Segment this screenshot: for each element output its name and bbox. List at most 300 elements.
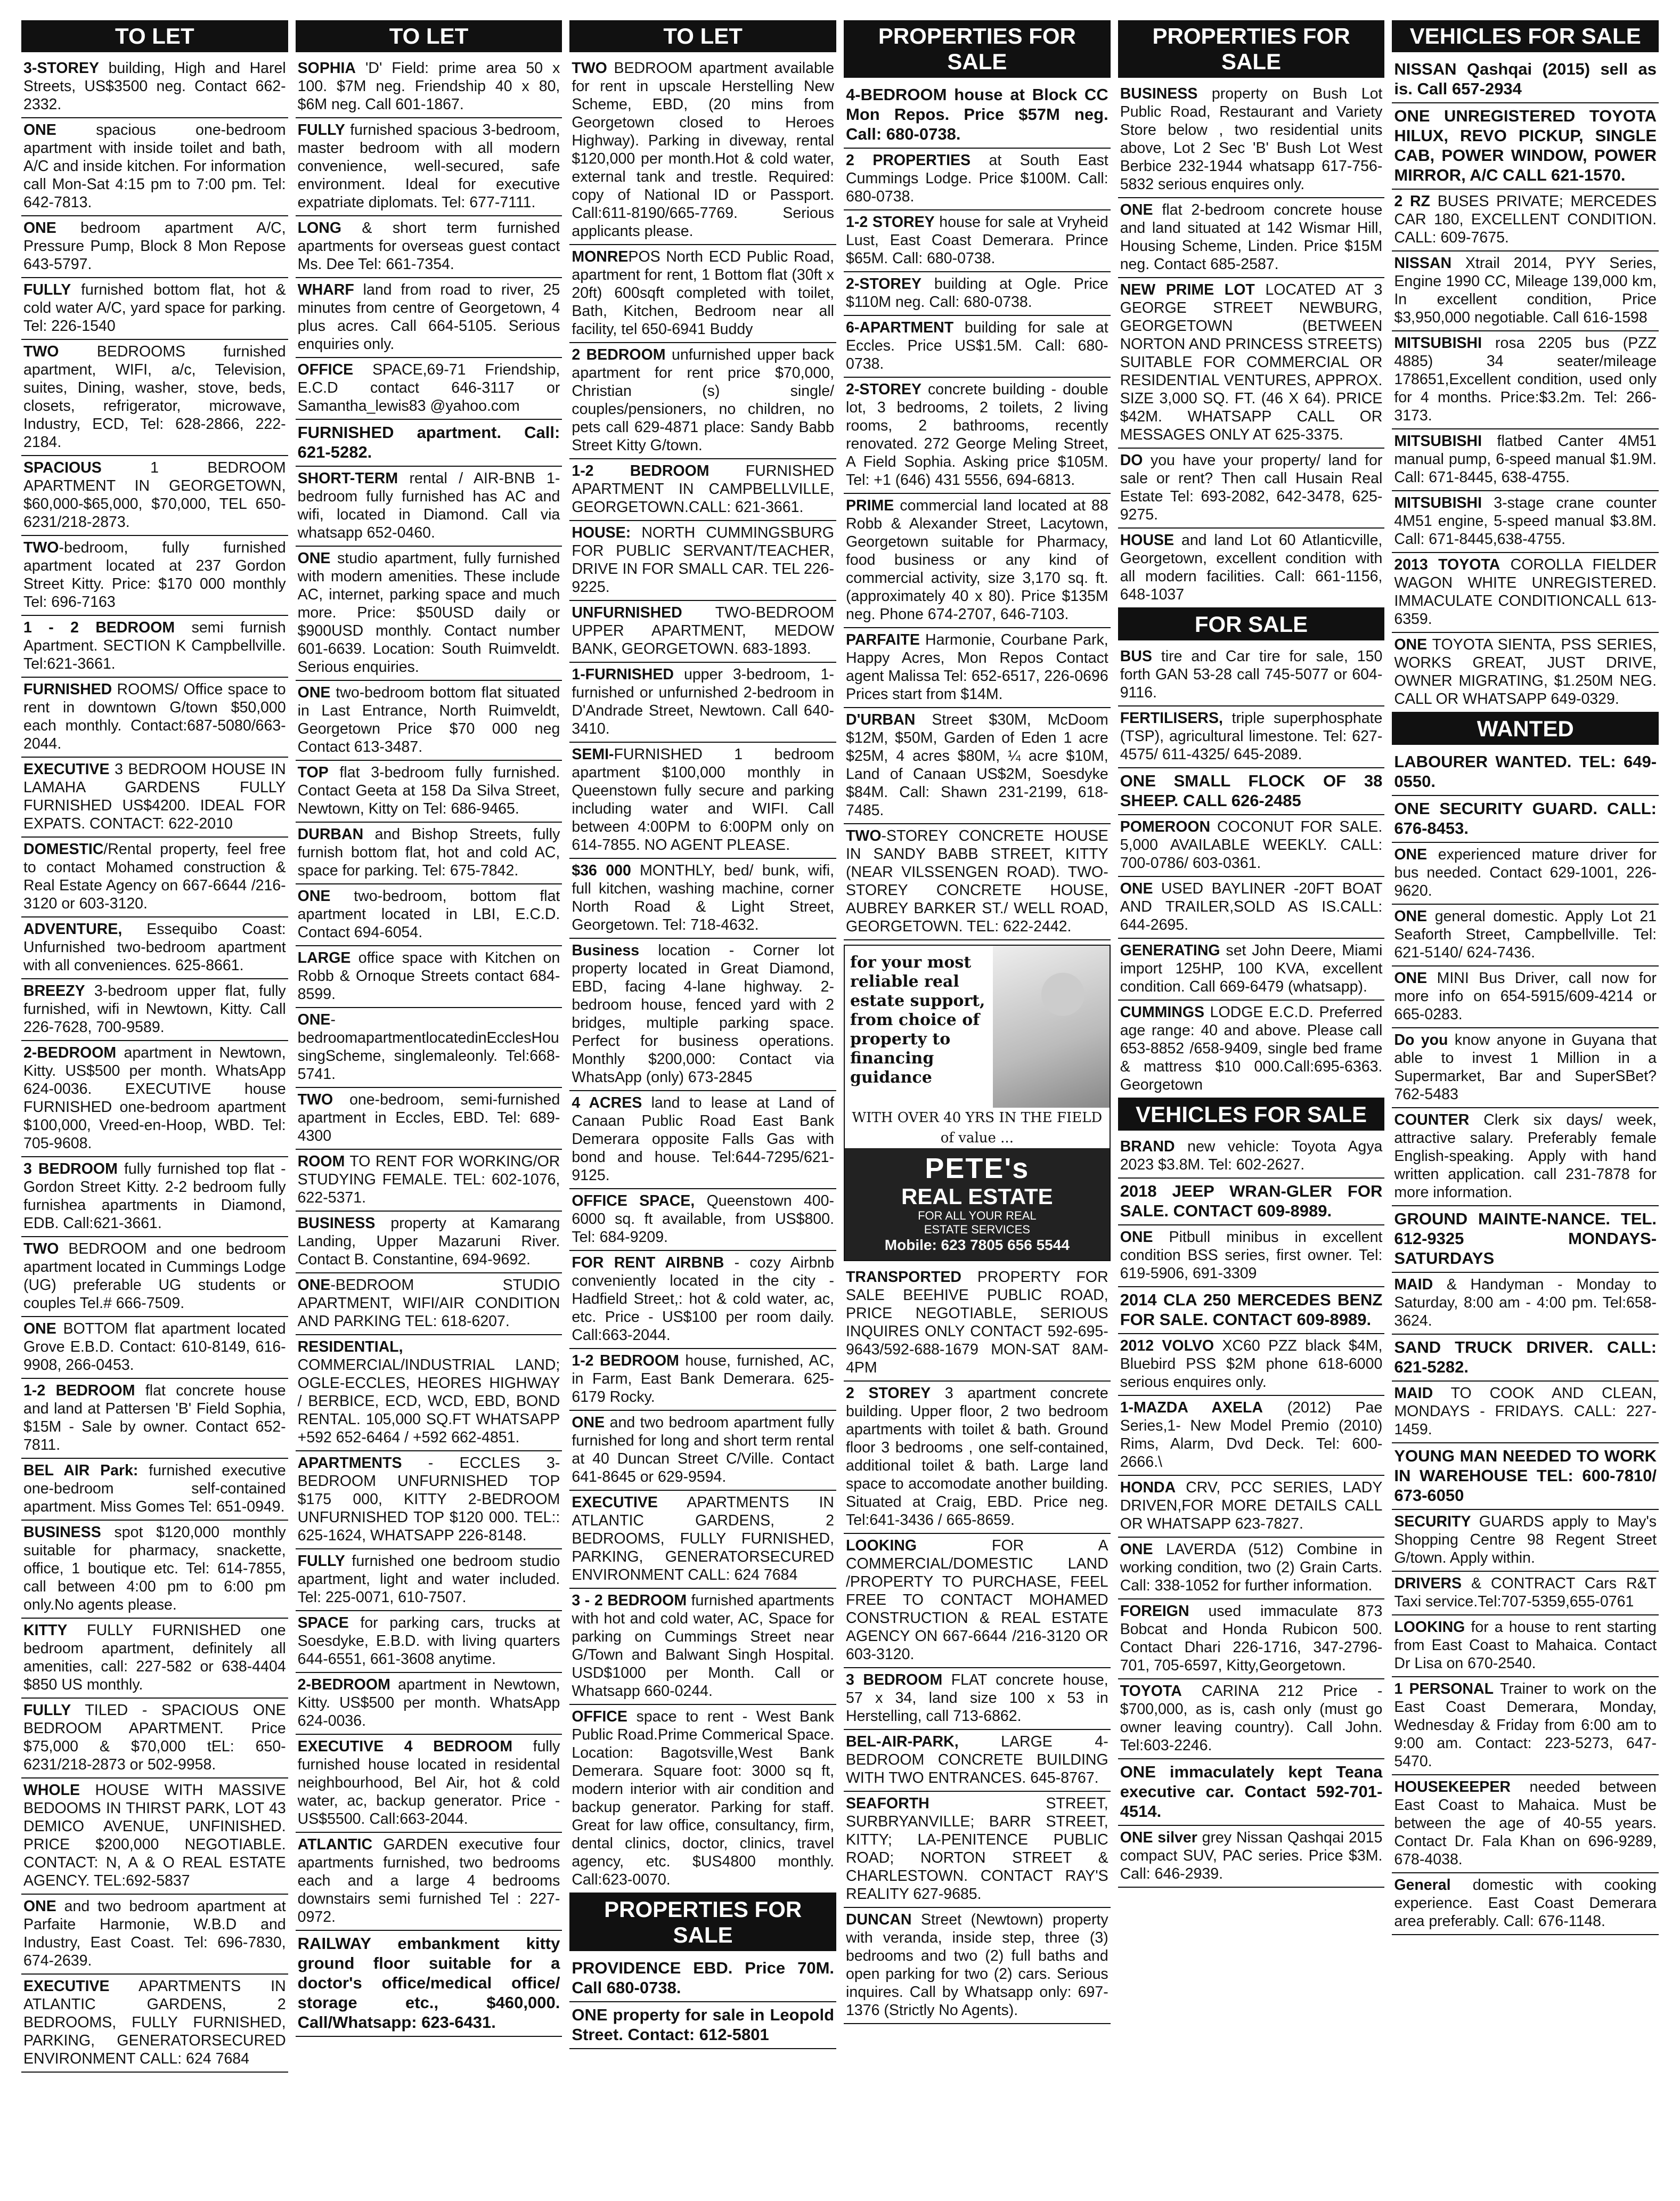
ad-keyword: PRIME	[846, 497, 894, 514]
classified-ad	[296, 1335, 562, 1451]
ad-text: ROOMS/ Office space to rent in downtown G/town $50,000 each monthly. Contact:687-5080/663-2044.	[23, 681, 286, 752]
ad-keyword: OFFICE	[572, 1708, 627, 1725]
classified-ad	[21, 917, 288, 979]
ad-keyword: ONE UNREGISTERED	[1394, 107, 1576, 125]
ad-text: flat concrete house and land at Pattersen 'B' Field Sophia, $15M - Sale by owner. Contact 652-7811.	[23, 1382, 286, 1453]
ad-keyword: DUNCAN	[846, 1911, 912, 1928]
ad-keyword: SOPHIA	[297, 60, 356, 77]
ad-text: BEDROOM apartment available for rent in upscale Herstelling New Scheme, EBD, (20 mins from Georgetown closed to Heroes Highway). Parking in diveway, rental $120,000 per month.Hot & cold water, external tank and trestle. Required: copy of National ID or Passport. Call:611-8190/665-7769. Serious applicants please.	[572, 60, 835, 240]
classified-ad	[21, 56, 288, 118]
ad-keyword: ONE SMALL FLOCK OF	[1120, 771, 1347, 790]
classified-ad	[569, 56, 836, 245]
ad-keyword: SPACE	[297, 1614, 349, 1631]
ad-keyword: 2 BEDROOM	[572, 346, 666, 363]
ad-text: flat 2-bedroom concrete house and land situated at 142 Wismar Hill, Housing Scheme, Linden. Price $15M neg. Contact 685-2587.	[1120, 201, 1383, 273]
classified-ad	[296, 1549, 562, 1611]
ad-text: GUARD. CALL: 676-8453.	[1394, 799, 1657, 838]
ad-keyword: BREEZY	[23, 982, 85, 1000]
ad-keyword: ONE	[1120, 880, 1153, 897]
ad-keyword: FOREIGN	[1120, 1603, 1189, 1620]
ad-text: fully furnished house located in residental neighbourhood, Bel Air, hot & cold water, ac, backup generator. Price - US$5500. Call:663-2044.	[297, 1738, 560, 1828]
ad-keyword: SEAFORTH	[846, 1795, 929, 1812]
ad-keyword: OFFICE	[297, 361, 354, 378]
ad-text: and two bedroom apartment fully furnished for long and short term rental at 40 Duncan Street C/Ville. Contact 641-8645 or 629-9594.	[572, 1414, 835, 1485]
ad-keyword: 2014 CLA 250	[1120, 1290, 1231, 1309]
ad-keyword: BEL-AIR-PARK,	[846, 1733, 959, 1750]
classified-ad	[1392, 1510, 1659, 1572]
ad-keyword: ONE silver	[1120, 1829, 1197, 1846]
ad-text: 'D' Field: prime area 50 x 100. $7M neg. Friendship 40 x 80, $6M neg. Call 601-1867.	[297, 60, 560, 113]
classified-ad	[21, 118, 288, 216]
ad-keyword: HONDA	[1120, 1479, 1176, 1496]
classified-ad	[21, 1975, 288, 2073]
ad-text: spot $120,000 monthly suitable for pharmacy, snackette, office, 1 boutique etc. Tel: 614-7855, call between 4:00 pm to 6:00 pm only.No agents please.	[23, 1524, 286, 1613]
ad-keyword: 2-STOREY	[846, 275, 922, 293]
classified-ad	[21, 1041, 288, 1157]
classified-ad	[1118, 877, 1385, 939]
ad-text: APARTMENTS IN ATLANTIC GARDENS, 2 BEDROOMS, FULLY FURNISHED, PARKING, GENERATORSECURED ENVIRONMENT CALL: 624 7684	[23, 1978, 286, 2067]
classified-ad	[296, 358, 562, 420]
ad-text: CRV, PCC SERIES, LADY DRIVEN,FOR MORE DETAILS CALL OR WHATSAPP 623-7827.	[1120, 1479, 1383, 1532]
classified-ad	[1392, 1206, 1659, 1273]
ad-text: apartment in Newtown, Kitty. US$500 per month. WhatsApp 624-0036. EXECUTIVE house FURNISHED one-bedroom apartment $100,000, Vreed-en-Hoop, WBD. Tel: 705-9608.	[23, 1044, 286, 1152]
ad-text: and two bedroom apartment at Parfaite Harmonie, W.B.D and Industry, East Coast. Tel: 696-7830, 674-2639.	[23, 1898, 286, 1969]
ad-keyword: FERTILISERS,	[1120, 710, 1223, 727]
ad-text: flatbed Canter 4M51 manual pump, 6-speed manual $1.9M. Call: 671-8445, 638-4755.	[1394, 433, 1657, 486]
classified-ad	[21, 1317, 288, 1379]
classified-ad	[296, 1150, 562, 1212]
ad-text: office space with Kitchen on Robb & Ornoque Streets contact 684-8599.	[297, 949, 560, 1003]
classified-ad	[296, 1088, 562, 1150]
classified-ad	[296, 1673, 562, 1735]
classified-ad	[1392, 1273, 1659, 1335]
classified-ad	[21, 1699, 288, 1778]
classified-ad	[296, 1931, 562, 2037]
ad-keyword: 4 ACRES	[572, 1094, 642, 1111]
ad-keyword: ROOM	[297, 1153, 345, 1170]
ad-keyword: SECURITY	[1394, 1513, 1471, 1530]
classified-ad	[1392, 1108, 1659, 1206]
ad-text: SPACE,69-71 Friendship, E.C.D contact 646-3117 or Samantha_lewis83 @yahoo.com	[297, 361, 560, 415]
classified-ad	[844, 149, 1111, 210]
classified-ad	[1392, 1873, 1659, 1935]
ad-text: 3 apartment concrete building. Upper floor, 2 two bedroom apartments with toilet & bath. Ground floor 3 bedrooms , one self-contained, additional toilet & bath. Large land space to accomodate another building. Situated at Craig, EBD. Price neg. Tel:641-3436 / 665-8659.	[846, 1385, 1108, 1529]
ad-text: building for sale at Eccles. Price US$1.5M. Call: 680-0738.	[846, 319, 1108, 372]
classified-ad	[844, 1730, 1111, 1792]
ad-text: apartment in Newtown, Kitty. US$500 per month. WhatsApp 624-0036.	[297, 1676, 560, 1729]
ad-keyword: SAND TRUCK DRIVER.	[1394, 1338, 1594, 1357]
classified-ad	[21, 1379, 288, 1459]
ad-text: TWO-BEDROOM UPPER APARTMENT, MEDOW BANK, GEORGETOWN. 683-1893.	[572, 604, 835, 657]
classified-ad	[844, 708, 1111, 824]
ad-text: 1 BEDROOM APARTMENT IN GEORGETOWN, $60,000-$65,000, $70,000, TEL 650-6231/218-2873.	[23, 459, 286, 531]
ad-text: domestic with cooking experience. East Coast Demerara area preferably. Call: 676-1148.	[1394, 1877, 1657, 1930]
ad-text: NORTH CUMMINGSBURG FOR PUBLIC SERVANT/TEACHER, DRIVE IN FOR SMALL CAR. TEL 226-9225.	[572, 524, 835, 596]
ad-text: for a house to rent starting from East Coast to Mahaica. Contact Dr Lisa on 670-2540.	[1394, 1619, 1657, 1672]
ad-keyword: FURNISHED	[23, 681, 112, 698]
ad-keyword: NISSAN Qashqai (2015)	[1394, 60, 1591, 78]
classified-ad	[21, 216, 288, 278]
ad-text: sell as is. Call 657-2934	[1394, 60, 1657, 98]
ad-text: kitty ground floor suitable for a doctor's office/medical office/ storage etc., $460,000. Call/Whatsapp: 623-6431.	[297, 1934, 560, 2032]
ad-text: MONTHLY, bed/ bunk, wifi, full kitchen, washing machine, corner North Road & Light Street, Georgetown. Tel: 718-4632.	[572, 862, 835, 933]
classified-ad	[1118, 529, 1385, 608]
classified-ad	[844, 1792, 1111, 1908]
ad-keyword: 1-2 BEDROOM	[23, 1382, 135, 1399]
ad-keyword: 3-STOREY	[23, 60, 100, 77]
ad-keyword: ATLANTIC	[297, 1836, 373, 1853]
ad-text: GUARDS apply to May's Shopping Centre 98 Regent Street G/town. Apply within.	[1394, 1513, 1657, 1566]
classified-ad	[1392, 749, 1659, 796]
classified-ad	[569, 1589, 836, 1705]
ad-text: MERCEDES BENZ FOR SALE. CONTACT 609-8989.	[1120, 1290, 1383, 1329]
classified-ad	[569, 1189, 836, 1251]
ad-keyword: FURNISHED apartment.	[297, 423, 502, 442]
classified-ad	[1118, 768, 1385, 815]
classified-ad	[569, 2002, 836, 2049]
ad-keyword: MONRE	[572, 248, 629, 265]
classified-ad	[1392, 553, 1659, 633]
ad-keyword: FULLY	[23, 1702, 71, 1719]
column-5	[1118, 20, 1385, 2188]
ad-text: two-bedroom bottom flat situated in Last Entrance, North Ruimveldt, Georgetown Price $70 000 neg Contact 613-3487.	[297, 684, 560, 756]
ad-keyword: 3 - 2 BEDROOM	[572, 1592, 687, 1609]
classified-ad	[844, 316, 1111, 378]
ad-keyword: BUSINESS	[1120, 85, 1198, 102]
ad-text: location - Corner lot property located in Great Diamond, EBD, facing 4-lane highway. 2-bedroom house, fenced yard with 2 bridges, multiple parking space. Perfect for business operations. Monthly $200,000: Contact via WhatsApp (only) 673-2845	[572, 942, 835, 1086]
classified-ad	[844, 494, 1111, 628]
classified-ad	[1118, 815, 1385, 877]
ad-text: TOYOTA HILUX, REVO PICKUP, SINGLE CAB, POWER WINDOW, POWER MIRROR, A/C CALL 621-1570.	[1394, 107, 1657, 184]
ad-keyword: 2 RZ	[1394, 193, 1430, 210]
classified-ad	[1392, 843, 1659, 905]
ad-keyword: BUS	[1120, 648, 1152, 665]
ad-text: FURNISHED APARTMENT IN CAMPBELLVILLE, GEORGETOWN.CALL: 621-3661.	[572, 462, 835, 516]
ad-text: STREET, SURBRYANVILLE; BARR STREET, KITTY; LA-PENITENCE PUBLIC ROAD; NORTON STREET & CHARLESTOWN. CONTACT RAY'S REALITY 627-9685.	[846, 1795, 1108, 1903]
ad-text: for parking cars, trucks at Soesdyke, E.B.D. with living quarters 644-6551, 661-3608 anytime.	[297, 1614, 560, 1668]
classified-ad	[1118, 1476, 1385, 1538]
ad-keyword: HOUSE	[1120, 532, 1175, 549]
ad-keyword: SHORT-TERM	[297, 470, 398, 487]
ad-keyword: 6-APARTMENT	[846, 319, 954, 336]
ad-text: & Handyman - Monday to Saturday, 8:00 am - 4:00 pm. Tel:658-3624.	[1394, 1276, 1657, 1329]
ad-keyword: 1-MAZDA AXELA	[1120, 1399, 1263, 1416]
ad-text: 3 BEDROOM HOUSE IN LAMAHA GARDENS FULLY FURNISHED US$4200. IDEAL FOR EXPATS. CONTACT: 622-2010	[23, 761, 286, 832]
ad-keyword: EXECUTIVE	[23, 1978, 110, 1995]
classified-ad	[1392, 1775, 1659, 1873]
ad-text: furnished executive one-bedroom self-contained apartment. Miss Gomes Tel: 651-0949.	[23, 1462, 286, 1515]
real-estate-promo	[844, 945, 1111, 1261]
classified-ad	[1392, 331, 1659, 429]
classified-ad	[296, 1735, 562, 1833]
ad-keyword: BEL AIR Park:	[23, 1462, 138, 1479]
ad-text: 3-bedroom upper flat, fully furnished, wifi in Newtown, Kitty. Call 226-7628, 700-9589.	[23, 982, 286, 1036]
ad-text: & short term furnished apartments for overseas guest contact Ms. Dee Tel: 661-7354.	[297, 220, 560, 273]
ad-text: Block CC Mon Repos. Price $57M neg. Call: 680-0738.	[846, 85, 1108, 143]
classified-ad	[844, 824, 1111, 940]
ad-text: Queenstown 400-6000 sq. ft available, from US$800. Tel: 684-9209.	[572, 1192, 835, 1246]
ad-keyword: ONE	[23, 220, 56, 237]
ad-keyword: DOMESTIC	[23, 841, 104, 858]
classified-ad	[844, 1668, 1111, 1730]
ad-keyword: 1-2 STOREY	[846, 214, 935, 231]
classified-ad	[1118, 645, 1385, 706]
ad-text: PROPERTY FOR SALE BEEHIVE PUBLIC ROAD, PRICE NEGOTIABLE, SERIOUS INQUIRES ONLY CONTACT 592-695-9643/592-688-1679 MON-SAT 8AM-4PM	[846, 1269, 1108, 1376]
ad-text: GARDEN executive four apartments furnished, two bedrooms each and a large 4 bedrooms downstairs semi furnished Tel : 227-0972.	[297, 1836, 560, 1926]
classified-ad	[296, 761, 562, 823]
ad-text: rental / AIR-BNB 1-bedroom fully furnished has AC and wifi, located in Diamond. Call via whatsapp 652-0460.	[297, 470, 560, 541]
classified-ad	[296, 467, 562, 547]
ad-text: HOUSE WITH MASSIVE BEDOOMS IN THIRST PARK, LOT 43 DEMICO AVENUE, UNFINISHED. PRICE $200,000 NEGOTIABLE. CONTACT: N, A & O REAL ESTATE AGENCY. TEL:692-5837	[23, 1782, 286, 1889]
ad-text: FURNISHED 1 bedroom apartment $100,000 monthly in Queenstown fully secure and parking including water and WIFI. Call between 4:00PM to 6:00PM only on 614-7855. NO AGENT PLEASE.	[572, 746, 835, 854]
ad-text: 38 SHEEP. CALL 626-2485	[1120, 771, 1383, 810]
ad-keyword: COUNTER	[1394, 1111, 1470, 1128]
ad-text: grey Nissan Qashqai 2015 compact SUV, PAC series. Price $3M. Call: 646-2939.	[1120, 1829, 1383, 1882]
ad-text: Harmonie, Courbane Park, Happy Acres, Mon Repos Contact agent Malissa Tel: 652-6517, 226-0696 Prices start from $14M.	[846, 631, 1108, 703]
classified-ad	[1392, 429, 1659, 491]
ad-keyword: 2-BEDROOM	[23, 1044, 117, 1061]
ad-text: house, furnished, AC, in Farm, East Bank Demerara. 625-6179 Rocky.	[572, 1352, 835, 1406]
section-header: PROPERTIES FOR SALE	[569, 1894, 836, 1951]
classified-ad	[21, 1619, 288, 1699]
classified-ad	[296, 681, 562, 761]
ad-text: furnished bottom flat, hot & cold water A/C, yard space for parking. Tel: 226-1540	[23, 281, 286, 335]
ad-text: /Rental property, feel free to contact Mohamed construction & Real Estate Agency on 667-6644 /216-3120 or 603-3120.	[23, 841, 286, 912]
ad-text: LAVERDA (512) Combine in working condition, two (2) Grain Carts. Call: 338-1052 for further information.	[1120, 1541, 1383, 1594]
ad-text: -STOREY CONCRETE HOUSE IN SANDY BABB STREET, KITTY (NEAR VILSSENGEN ROAD). TWO-STOREY CONCRETE HOUSE, AUBREY BARKER ST./ WELL ROAD, GEORGETOWN. TEL: 622-2442.	[846, 827, 1108, 935]
promo-line: FOR ALL YOUR REAL	[918, 1209, 1037, 1222]
ad-text: studio apartment, fully furnished with modern amenities. These include AC, internet, parking space and much more. Price: $50USD daily or $900USD monthly. Contact number 601-6639. Location: South Ruimveldt. Serious enquiries.	[297, 550, 560, 676]
ad-keyword: ONE	[1120, 201, 1153, 218]
ad-keyword: 1-2 BEDROOM	[572, 462, 709, 480]
classified-ad	[1392, 251, 1659, 331]
ad-keyword: LABOURER WANTED.	[1394, 752, 1572, 771]
classified-ad	[21, 1459, 288, 1521]
ad-text: building, High and Harel Streets, US$3500 neg. Contact 662-2332.	[23, 60, 286, 113]
classified-ad	[569, 1955, 836, 2002]
ad-text: LOCATED AT 3 GEORGE STREET NEWBURG, GEORGETOWN (BETWEEN NORTON AND PRINCESS STREETS) SUITABLE FOR COMMERCIAL OR RESIDENTIAL VENTURES, APPROX. SIZE 3,000 SQ. FT. (46 X 64). PRICE $42M. WHATSAPP CALL OR MESSAGES ONLY AT 625-3375.	[1120, 281, 1383, 443]
classified-ad	[844, 378, 1111, 494]
ad-text: house for sale at Vryheid Lust, East Coast Demerara. Prince $65M. Call: 680-0738.	[846, 214, 1108, 267]
promo-text: for your most reliable real estate support, from choice of property to financing guidance	[850, 953, 985, 1087]
section-header: TO LET	[296, 20, 562, 52]
ad-keyword: HOUSEKEEPER	[1394, 1778, 1511, 1796]
classified-ad	[569, 343, 836, 459]
classified-ad	[1118, 278, 1385, 449]
ad-keyword: ONE	[1394, 846, 1428, 863]
ad-text: Street (Newtown) property with veranda, inside step, three (3) bedrooms and two (2) full baths and open parking for two (2) cars. Serious inquires. Call by Whatsapp only: 697-1376 (Strictly No Agents).	[846, 1911, 1108, 2019]
ad-text: general domestic. Apply Lot 21 Seaforth Street, Campbellville. Tel: 621-5140/ 624-7436.	[1394, 908, 1657, 961]
classified-ad	[21, 1157, 288, 1237]
ad-keyword: TWO	[23, 539, 59, 556]
classified-ad	[21, 1521, 288, 1619]
classified-ad	[296, 547, 562, 681]
ad-text: Leopold Street. Contact: 612-5801	[572, 2005, 835, 2044]
promo-banner	[845, 1148, 1110, 1260]
ad-keyword: SEMI-	[572, 746, 614, 763]
section-header: VEHICLES FOR SALE	[1392, 20, 1659, 52]
classified-ad	[844, 272, 1111, 316]
classified-ad	[1392, 1443, 1659, 1510]
promo-name: PETE's	[925, 1152, 1030, 1184]
ad-text: two-bedroom, bottom flat apartment located in LBI, E.C.D. Contact 694-6054.	[297, 888, 560, 941]
ad-text: TILED - SPACIOUS ONE BEDROOM APARTMENT. Price $75,000 & $70,000 tEL: 650-6231/218-2873 or 502-9958.	[23, 1702, 286, 1773]
ad-keyword: 1-FURNISHED	[572, 666, 674, 683]
classified-ad	[1118, 449, 1385, 529]
ad-keyword: SPACIOUS	[23, 459, 102, 476]
ad-keyword: $36 000	[572, 862, 631, 879]
ad-text: bedroom apartment A/C, Pressure Pump, Block 8 Mon Repose 643-5797.	[23, 220, 286, 273]
ad-keyword: ONE	[23, 121, 56, 139]
classified-ad	[296, 1212, 562, 1273]
ad-keyword: NEW PRIME LOT	[1120, 281, 1255, 298]
column-3	[569, 20, 836, 2188]
classified-ad	[569, 521, 836, 601]
ad-text: LARGE 4-BEDROOM CONCRETE BUILDING WITH TWO ENTRANCES. 645-8767.	[846, 1733, 1108, 1786]
classified-ad	[296, 1008, 562, 1088]
classified-ad	[1118, 706, 1385, 768]
ad-keyword: 3 BEDROOM	[23, 1160, 118, 1177]
ad-text: FOR A COMMERCIAL/DOMESTIC LAND /PROPERTY TO PURCHASE, FEEL FREE TO CONTACT MOHAMED CONSTRUCTION & REAL ESTATE AGENCY ON 667-6644 /216-3120 OR 603-3120.	[846, 1537, 1108, 1663]
ad-text: experienced mature driver for bus needed. Contact 629-1001, 226-9620.	[1394, 846, 1657, 899]
ad-keyword: MITSUBISHI	[1394, 335, 1482, 352]
ad-text: and land Lot 60 Atlanticville, Georgetown, excellent condition with all modern facilities. Call: 661-1156, 648-1037	[1120, 532, 1383, 603]
ad-keyword: DO	[1120, 452, 1143, 469]
ad-text: used immaculate 873 Bobcat and Honda Rubicon 500. Contact Dhari 226-1716, 347-2796-701, 705-6597, Kitty,Georgetown.	[1120, 1603, 1383, 1674]
ad-text: MINI Bus Driver, call now for more info on 654-5915/609-4214 or 665-0283.	[1394, 970, 1657, 1023]
ad-text: Price 70M. Call 680-0738.	[572, 1959, 834, 1997]
ad-text: rosa 2205 bus (PZZ 4885) 34 seater/mileage 178651,Excellent condition, used only for 4 months. Price:$3.2m. Tel: 266-3173.	[1394, 335, 1657, 424]
classified-ad	[569, 1251, 836, 1349]
ad-text: triple superphosphate (TSP), agricultural limestone. Tel: 627-4575/ 611-4325/ 645-2089.	[1120, 710, 1383, 763]
ad-text: furnished one bedroom studio apartment, light and water included. Tel: 225-0071, 610-7507.	[297, 1553, 560, 1606]
ad-keyword: 2 PROPERTIES	[846, 152, 971, 169]
classified-ad	[1392, 1335, 1659, 1382]
ad-text: commercial land located at 88 Robb & Alexander Street, Lacytown, Georgetown suitable for Pharmacy, food business or any kind of commercial activity, size 3,170 sq. ft. (approximately 40 x 80). Price $135M neg. Phone 674-2707, 646-7103.	[846, 497, 1108, 623]
ad-text: furnished apartments with hot and cold water, AC, Space for parking on Cummings Street near G/Town and Balwant Singh Hospital. USD$1000 per Month. Call or Whatsapp 660-0244.	[572, 1592, 835, 1700]
ad-text: CARINA 212 Price - $700,000, as is, cash only (must go owner leaving country). Call John. Tel:603-2246.	[1120, 1683, 1383, 1754]
classified-ad	[1392, 491, 1659, 553]
ad-keyword: TOYOTA	[1120, 1683, 1182, 1700]
promo-brand: REAL ESTATE	[901, 1184, 1053, 1209]
ad-keyword: HOUSE:	[572, 524, 631, 541]
ad-text: at South East Cummings Lodge. Price $100M. Call: 680-0738.	[846, 152, 1108, 205]
ad-keyword: 3 BEDROOM	[846, 1671, 943, 1688]
ad-keyword: 2 STOREY	[846, 1385, 931, 1402]
classified-ad	[1118, 1334, 1385, 1396]
classified-ad	[296, 1833, 562, 1931]
ad-keyword: ONE immaculately	[1120, 1763, 1275, 1781]
ad-keyword: MAID	[1394, 1276, 1433, 1293]
classified-ad	[296, 278, 562, 358]
section-header: TO LET	[569, 20, 836, 52]
section-header: TO LET	[21, 20, 288, 52]
ad-text: Clerk six days/ week, attractive salary. Preferably female English-speaking. Apply with hand written application. call 231-7878 for more information.	[1394, 1111, 1657, 1201]
ad-keyword: FULLY	[23, 281, 71, 298]
ad-keyword: OFFICE SPACE,	[572, 1192, 695, 1209]
ad-keyword: TWO	[23, 1240, 59, 1257]
classified-ad	[21, 340, 288, 456]
ad-text: property on Bush Lot Public Road, Restaurant and Variety Store below , two residential units above, Lot 2 Sec 'B' Bush Lot West Berbice 232-1944 whatsapp 617-756-5832 serious enquires only.	[1120, 85, 1383, 193]
classified-ad	[1118, 1538, 1385, 1599]
ad-keyword: ONE	[1120, 1229, 1153, 1246]
classified-ad	[21, 678, 288, 758]
classified-ad	[21, 616, 288, 678]
ad-text: COCONUT FOR SALE. 5,000 AVAILABLE WEEKLY. CALL: 700-0786/ 603-0361.	[1120, 818, 1383, 872]
column-6	[1392, 20, 1659, 2188]
classified-ad	[1392, 56, 1659, 103]
classified-ad	[21, 758, 288, 838]
ad-keyword: 2-STOREY	[846, 381, 922, 398]
ad-text: one-bedroom, semi-furnished apartment in Eccles, EBD. Tel: 689-4300	[297, 1091, 560, 1144]
classified-ad	[21, 1778, 288, 1895]
ad-keyword: ONE	[572, 1414, 605, 1431]
promo-illustration	[993, 946, 1109, 1108]
classified-ad	[296, 1273, 562, 1335]
ad-text: & CONTRACT Cars R&T Taxi service.Tel:707-5359,655-0761	[1394, 1575, 1657, 1610]
ad-text: flat 3-bedroom fully furnished. Contact Geeta at 158 Da Silva Street, Newtown, Kitty on Tel: 686-9465.	[297, 764, 560, 817]
ad-keyword: FULLY	[297, 1553, 345, 1570]
ad-text: BOTTOM flat apartment located Grove E.B.D. Contact: 610-8149, 616-9908, 266-0453.	[23, 1320, 286, 1374]
ad-keyword: ONE property for sale in	[572, 2005, 765, 2024]
ad-text: BEDROOM and one bedroom apartment located in Cummings Lodge (UG) preferable UG students or couples Tel.# 666-7509.	[23, 1240, 286, 1312]
classified-ad	[844, 210, 1111, 272]
section-header: PROPERTIES FOR SALE	[1118, 20, 1385, 78]
ad-keyword: TOP	[297, 764, 329, 781]
ad-keyword: TWO	[297, 1091, 333, 1108]
ad-text: TEL: 649-0550.	[1394, 752, 1657, 791]
ad-keyword: ONE	[1394, 636, 1428, 653]
promo-phone: Mobile: 623 7805 656 5544	[884, 1237, 1070, 1253]
classified-ad	[21, 1895, 288, 1975]
ad-keyword: 2013 TOYOTA	[1394, 556, 1500, 573]
ad-text: space to rent - West Bank Public Road.Prime Commerical Space. Location: Bagotsville,West Bank Demerara. Square foot: 3000 sq ft, modern interior with air condition and backup generator. Parking for staff. Great for law office, consultancy, firm, dental clinics, doctor, clinics, travel agency, etc. $US4800 monthly. Call:623-0070.	[572, 1708, 835, 1888]
classified-ad	[21, 456, 288, 536]
classified-ad	[296, 1451, 562, 1549]
ad-keyword: NISSAN	[1394, 255, 1452, 272]
ad-text: -bedroomapartmentlocatedinEcclesHousingScheme, singlemaleonly. Tel:668-5741.	[297, 1011, 560, 1083]
classified-ad	[1392, 190, 1659, 251]
classified-ad	[569, 1411, 836, 1491]
classified-ad	[1118, 939, 1385, 1001]
classified-ad	[844, 1534, 1111, 1668]
promo-value: of value ...	[940, 1130, 1014, 1146]
ad-text: concrete building - double lot, 3 bedrooms, 2 toilets, 2 living rooms, 2 bathrooms, recently renovated. 272 George Meling Street, A Field Sophia. Asking price $105M. Tel: +1 (646) 431 5556, 694-6813.	[846, 381, 1108, 489]
classified-ad	[569, 459, 836, 521]
ad-keyword: EXECUTIVE 4 BEDROOM	[297, 1738, 513, 1755]
ad-text: Essequibo Coast: Unfurnished two-bedroom apartment with all conveniences. 625-8661.	[23, 921, 286, 974]
ad-keyword: ONE	[297, 550, 331, 567]
ad-text: APARTMENTS IN ATLANTIC GARDENS, 2 BEDROOMS, FULLY FURNISHED, PARKING, GENERATORSECURED ENVIRONMENT CALL: 624 7684	[572, 1494, 835, 1583]
ad-keyword: 1-2 BEDROOM	[572, 1352, 679, 1369]
ad-text: LODGE E.C.D. Preferred age range: 40 and above. Please call 653-8852 /658-9409, single bed frame & mattress $10 000.Call:695-6363. Georgetown	[1120, 1004, 1383, 1093]
ad-text: land to lease at Land of Canaan Public Road East Bank Demerara opposite Falls Gas with bond and house. Tel:644-7295/621-9125.	[572, 1094, 835, 1184]
ad-keyword: ADVENTURE,	[23, 921, 123, 938]
ad-text: semi furnish Apartment. SECTION K Campbellville. Tel:621-3661.	[23, 619, 286, 672]
ad-keyword: D'URBAN	[846, 711, 916, 728]
ad-text: COROLLA FIELDER WAGON WHITE UNREGISTERED. IMMACULATE CONDITIONCALL 613-6359.	[1394, 556, 1657, 628]
ad-keyword: PROVIDENCE EBD.	[572, 1959, 733, 1977]
ad-text: spacious one-bedroom apartment with inside toilet and bath, A/C and inside kitchen. For information call Mon-Sat 4:15 pm to 7:00 pm. Tel: 642-7813.	[23, 121, 286, 211]
ad-keyword: General	[1394, 1877, 1451, 1894]
ad-text: property at Kamarang Landing, Upper Mazaruni River. Contact B. Constantine, 694-9692.	[297, 1215, 560, 1268]
ad-text: Call: 621-5282.	[297, 423, 560, 461]
ad-text: COMMERCIAL/INDUSTRIAL LAND; OGLE-ECCLES, HEORES HIGHWAY / BERBICE, ECD, WCD, EBD, BOND RENTAL. 105,000 SQ.FT WHATSAPP +592 652-6464 / +592 662-4851.	[297, 1357, 560, 1446]
classified-ad	[844, 1908, 1111, 2024]
ad-text: - ECCLES 3-BEDROOM UNFURNISHED TOP $175 000, KITTY 2-BEDROOM UNFURNISHED TOP $120 000. TEL:: 625-1624, WHATSAPP 226-8148.	[297, 1455, 560, 1544]
ad-text: GLER FOR SALE. CONTACT 609-8989.	[1120, 1182, 1383, 1220]
ad-text: kept Teana executive car. Contact 592-701-4514.	[1120, 1763, 1383, 1821]
